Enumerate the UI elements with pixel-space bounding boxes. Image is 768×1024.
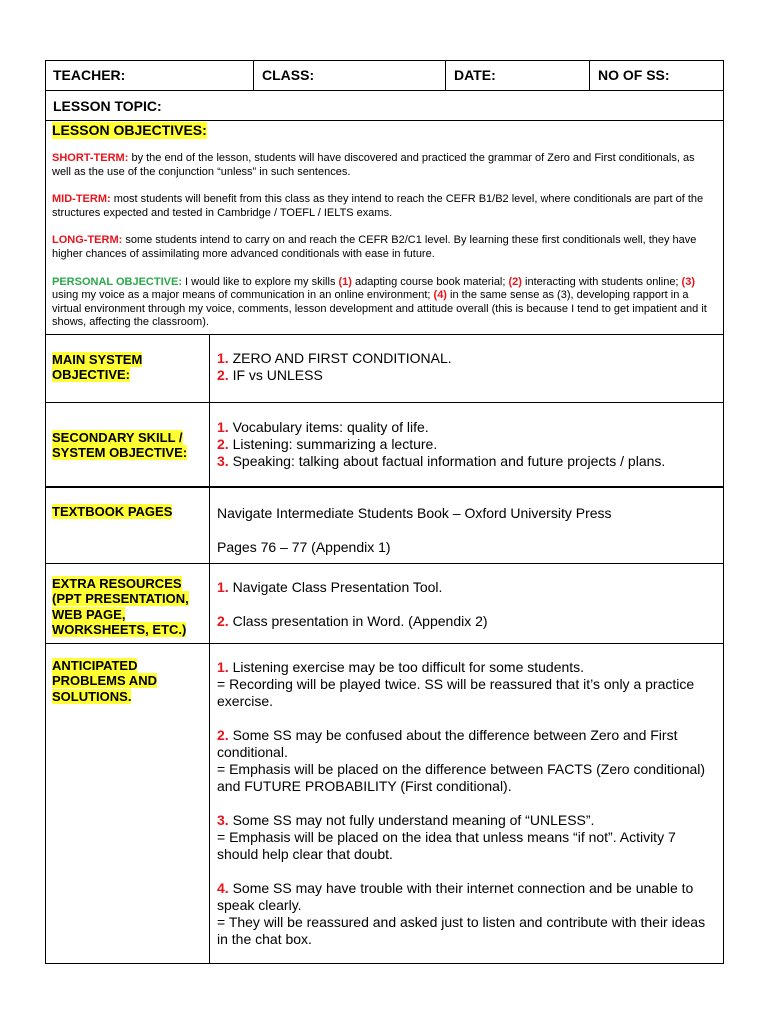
short-term-text: by the end of the lesson, students will have discovered and practiced the grammar of Zero and First conditionals, as well as the use of the conjunction “unless” in such sentences. <box>52 152 695 178</box>
class-label: CLASS: <box>253 60 445 90</box>
extra-resources-label-cell <box>45 564 210 643</box>
problem-text <box>217 659 584 675</box>
extra-resources-content <box>210 564 724 643</box>
personal-text-2: adapting course book material; <box>351 275 509 288</box>
short-term-label: SHORT-TERM: <box>52 152 129 164</box>
item-number: 1. <box>217 659 229 675</box>
personal-text-3: interacting with students online; <box>521 275 682 288</box>
item-text: Speaking: talking about factual information and future projects / plans. <box>228 453 666 469</box>
lesson-plan-page <box>45 60 724 964</box>
extra-item <box>217 579 718 596</box>
item-number: 1. <box>217 419 229 435</box>
item-text: ZERO AND FIRST CONDITIONAL. <box>228 350 452 366</box>
main-system-label: MAIN SYSTEM OBJECTIVE: <box>52 352 143 383</box>
item-text: Listening: summarizing a lecture. <box>228 436 438 452</box>
personal-text-5: in the same sense as (3), developing rapport in a virtual environment through my voice, comments, lesson development and attitude overall (this is because I tend to get impatient and it shows, affecting the classroom). <box>52 289 707 329</box>
lesson-objectives-title: LESSON OBJECTIVES: <box>52 122 207 138</box>
main-system-row <box>45 335 724 403</box>
textbook-pages-row <box>45 488 724 564</box>
extra-resources-row <box>45 564 724 644</box>
long-term-text: some students intend to carry on and reach the CEFR B2/C1 level. By learning these first conditionals well, they have higher chances of assimilating more advanced conditionals with ease in future. <box>52 234 697 260</box>
item-number: 1. <box>217 579 229 595</box>
item-number: 3. <box>217 453 229 469</box>
personal-text-4: using my voice as a major means of communication in an online environment; <box>52 289 434 302</box>
anticipated-problems-row <box>45 644 724 964</box>
lesson-topic: LESSON TOPIC: <box>45 91 724 121</box>
mid-term-objective <box>52 193 716 220</box>
extra-resources-label: EXTRA RESOURCES (PPT PRESENTATION, WEB PAGE, WORKSHEETS, ETC.) <box>52 576 189 638</box>
item-problem: Some SS may be confused about the difference between Zero and First conditional. <box>217 727 678 760</box>
header-row <box>45 60 724 91</box>
personal-num-4: (4) <box>433 289 447 302</box>
extra-item <box>217 613 718 630</box>
solution-text: = They will be reassured and asked just to listen and contribute with their ideas in the chat box. <box>217 914 706 947</box>
textbook-pages-label-cell <box>45 488 210 563</box>
item-number: 3. <box>217 812 229 828</box>
main-system-item <box>217 350 718 367</box>
solution-text: = Emphasis will be placed on the difference between FACTS (Zero conditional) and FUTURE PROBABILITY (First conditional). <box>217 761 706 794</box>
item-number: 2. <box>217 436 229 452</box>
item-text: IF vs UNLESS <box>228 367 323 383</box>
problem-text <box>217 812 594 828</box>
personal-num-3: (3) <box>681 275 695 288</box>
secondary-item <box>217 419 718 436</box>
problem-text <box>217 880 693 913</box>
no-of-ss-label: NO OF SS: <box>589 60 724 90</box>
problem-item <box>217 727 718 795</box>
short-term-objective <box>52 152 716 179</box>
textbook-pages: Pages 76 – 77 (Appendix 1) <box>217 539 391 555</box>
problem-item <box>217 659 718 710</box>
problem-item <box>217 880 718 948</box>
secondary-skill-row <box>45 403 724 488</box>
personal-text-1: I would like to explore my skills <box>182 275 339 288</box>
item-text: Navigate Class Presentation Tool. <box>228 579 443 595</box>
main-system-content <box>210 335 724 402</box>
secondary-skill-label-cell <box>45 403 210 486</box>
secondary-skill-content <box>210 403 724 486</box>
teacher-label: TEACHER: <box>53 67 126 83</box>
mid-term-label: MID-TERM: <box>52 193 111 206</box>
item-text: Vocabulary items: quality of life. <box>228 419 429 435</box>
long-term-objective <box>52 234 716 261</box>
textbook-pages-content <box>210 488 724 563</box>
textbook-title: Navigate Intermediate Students Book – Oxford University Press <box>217 505 612 521</box>
main-system-item <box>217 367 718 384</box>
main-system-label-cell <box>45 335 210 402</box>
problem-text <box>217 727 677 760</box>
item-problem: Some SS may not fully understand meaning of “UNLESS”. <box>228 812 595 828</box>
secondary-skill-label: SECONDARY SKILL / SYSTEM OBJECTIVE: <box>52 430 188 461</box>
date-label: DATE: <box>445 60 589 90</box>
item-number: 2. <box>217 727 229 743</box>
personal-num-1: (1) <box>338 275 352 288</box>
anticipated-problems-content <box>210 644 724 964</box>
secondary-item <box>217 436 718 453</box>
anticipated-problems-label: ANTICIPATED PROBLEMS AND SOLUTIONS. <box>52 658 157 704</box>
item-text: Class presentation in Word. (Appendix 2) <box>228 613 488 629</box>
item-number: 2. <box>217 613 229 629</box>
personal-objective-label: PERSONAL OBJECTIVE: <box>52 275 182 288</box>
anticipated-problems-label-cell <box>45 644 210 964</box>
secondary-item <box>217 453 718 470</box>
item-number: 2. <box>217 367 229 383</box>
textbook-pages-label: TEXTBOOK PAGES <box>52 504 173 519</box>
personal-objective <box>52 276 716 330</box>
mid-term-text: most students will benefit from this class as they intend to reach the CEFR B1/B2 level, where conditionals are part of the structures expected and tested in Cambridge / TOEFL / IELTS exams. <box>52 193 704 219</box>
item-problem: Some SS may have trouble with their internet connection and be unable to speak clearly. <box>217 880 694 913</box>
lesson-objectives-section <box>45 121 724 335</box>
item-number: 4. <box>217 880 229 896</box>
solution-text: = Emphasis will be placed on the idea that unless means “if not”. Activity 7 should help clear that doubt. <box>217 829 676 862</box>
long-term-label: LONG-TERM: <box>52 234 123 247</box>
item-number: 1. <box>217 350 229 366</box>
solution-text: = Recording will be played twice. SS will be reassured that it’s only a practice exercise. <box>217 676 695 709</box>
problem-item <box>217 812 718 863</box>
item-problem: Listening exercise may be too difficult for some students. <box>228 659 585 675</box>
personal-num-2: (2) <box>508 275 522 288</box>
